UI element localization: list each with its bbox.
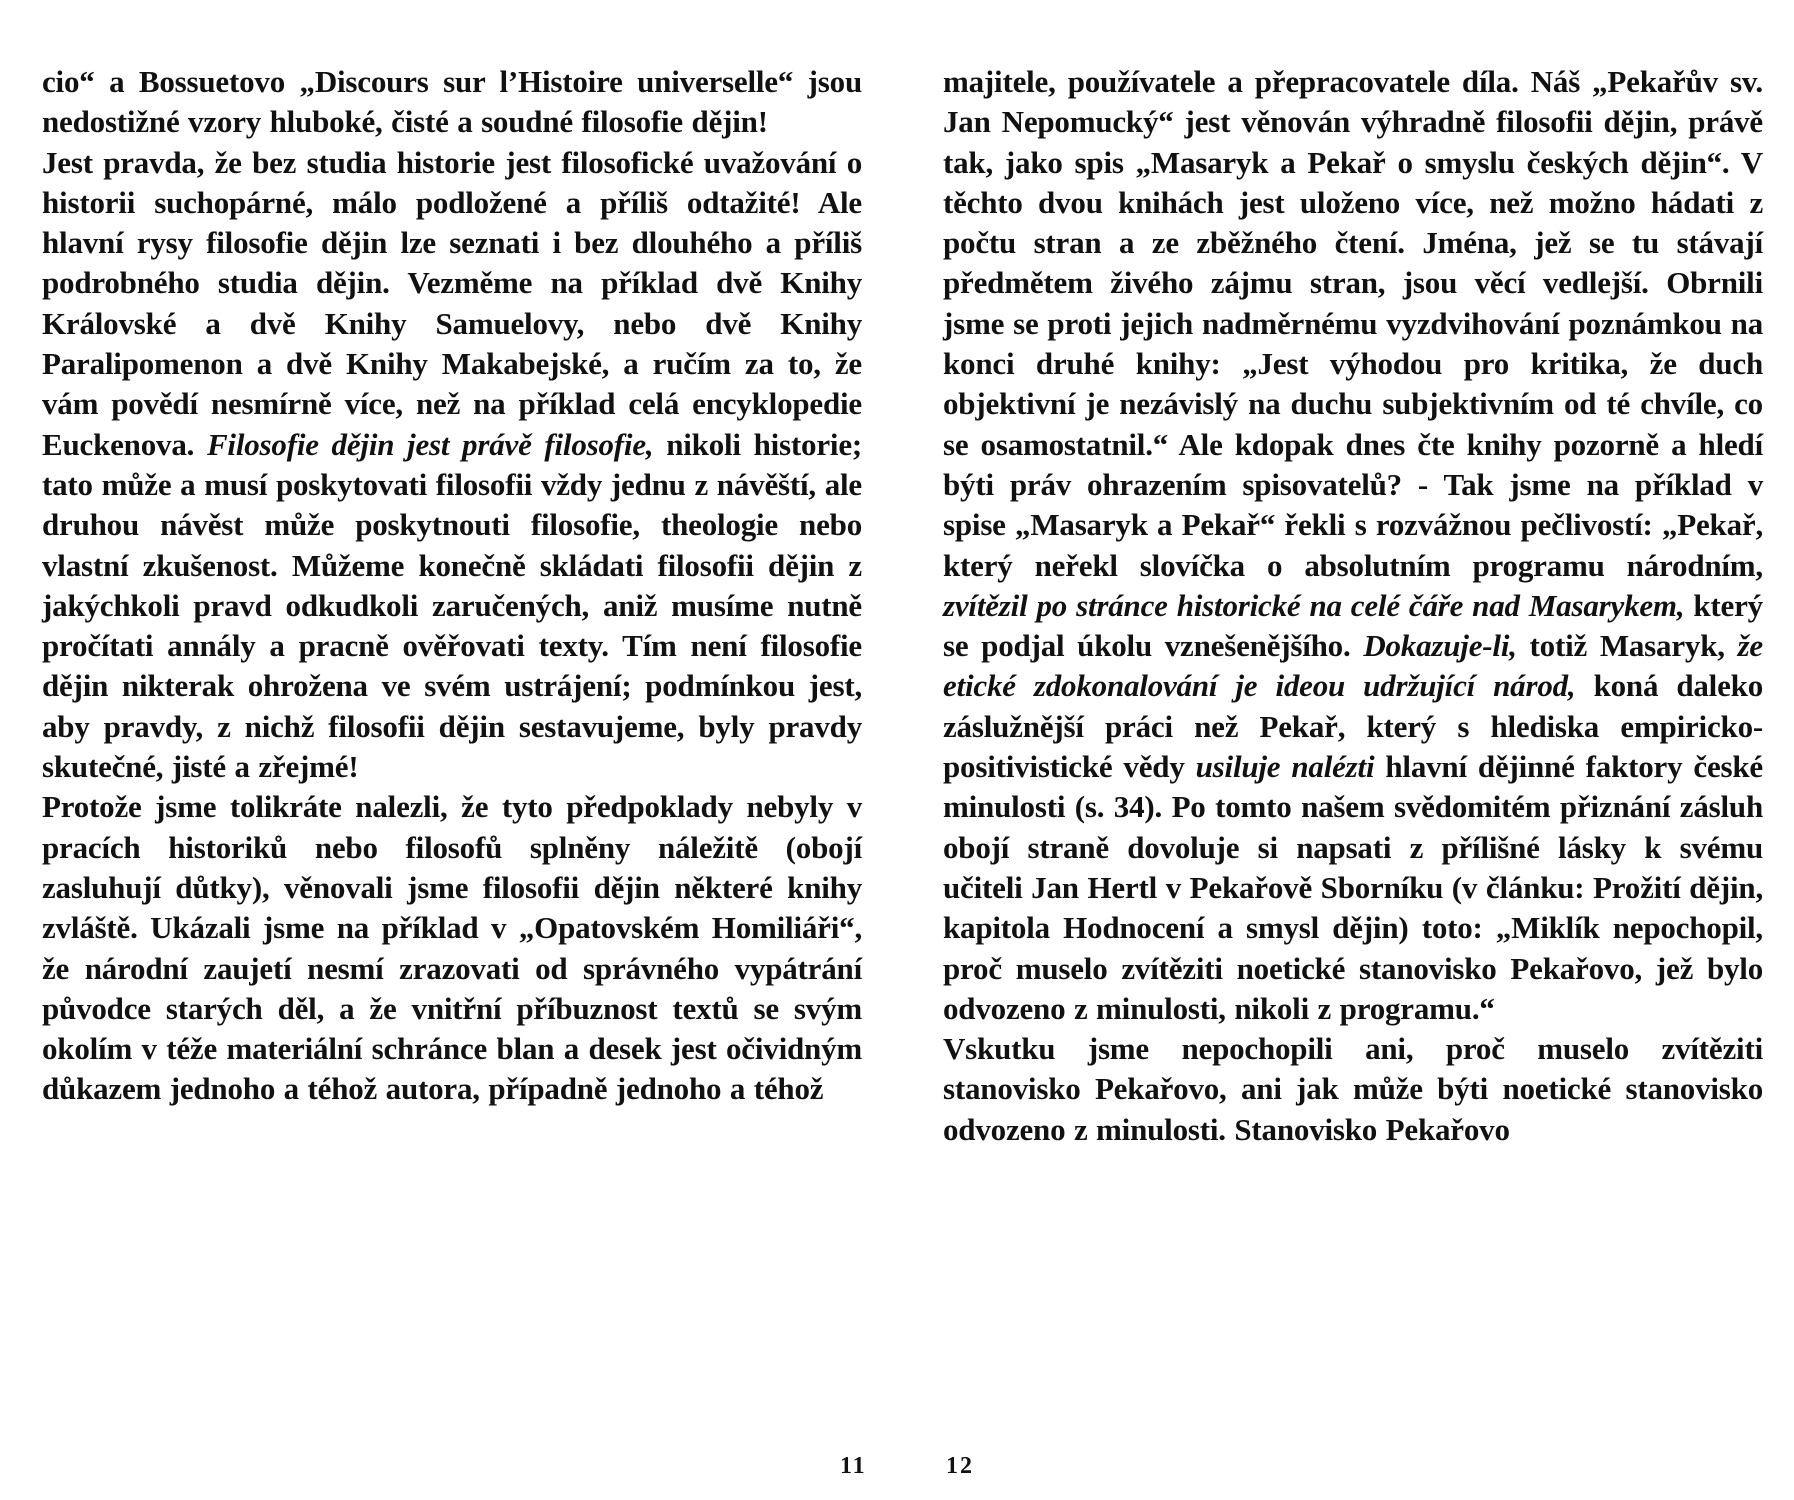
italic-run: že etické zdokonalování je ideou udržující národ, [943, 628, 1763, 704]
text-run: nikoli historie; tato může a musí poskytovati filosofii vždy jednu z návěští, ale druhou návěst může poskytnouti filosofie, theologie nebo vlastní zkušenost. Můžeme konečně skládati filosofii dějin z jakýchkoli pravd odkudkoli zaručených, aniž musíme nutně pročítati annály a pracně ověřovati texty. Tím není filosofie dějin nikterak ohrožena ve svém ustrájení; podmínkou jest, aby pravdy, z nichž filosofii dějin sestavujeme, byly pravdy skutečné, jisté a zřejmé! [42, 426, 863, 785]
text-run: cio“ a Bossuetovo „Discours sur l’Histoire universelle“ jsou nedostižné vzory hluboké, čisté a soudné filosofie dějin! [42, 64, 862, 140]
text-run: majitele, používatele a přepracovatele díla. Náš „Pekařův sv. Jan Nepomucký“ jest věnován výhradně filosofii dějin, právě tak, jako spis „Masaryk a Pekař o smyslu českých dějin“. V těchto dvou knihách jest uloženo více, než možno hádati z počtu stran a ze zběžného čtení. Jména, jež se tu stávají předmětem živého zájmu stran, jsou věcí vedlejší. Obrnili jsme se proti jejich nadměrnému vyzdvihování poznámkou na konci druhé knihy: „Jest výhodou pro kritika, že duch objektivní je nezávislý na duchu subjektivním od té chvíle, co se osamostatnil.“ Ale kdopak dnes čte knihy pozorně a hledí býti práv ohrazením spisovatelů? - Tak jsme na příklad v spise „Masaryk a Pekař“ řekli s rozvážnou pečlivostí: „Pekař, který neřekl slovíčka o absolutním programu národním, [943, 64, 1763, 583]
text-run: koná daleko záslužnější práci než Pekař, který s hlediska empiricko-positivistické vědy [943, 668, 1763, 785]
page-number-left: 11 [840, 1453, 867, 1479]
text-run: Jest pravda, že bez studia historie jest filosofické uvažování o historii suchopárné, málo podložené a příliš odtažité! Ale hlavní rysy filosofie dějin lze seznati i bez dlouhého a příliš podrobného studia dějin. Vezměme na příklad dvě Knihy Královské a dvě Knihy Samuelovy, nebo dvě Knihy Paralipomenon a dvě Knihy Makabejské, a ručím za to, že vám povědí nesmírně více, než na příklad celá encyklopedie Euckenova. [42, 144, 862, 462]
text-run: který se podjal úkolu vznešenějšího. [943, 587, 1763, 664]
italic-run: usiluje nalézti [1195, 749, 1375, 785]
paragraph [943, 62, 1763, 1029]
paragraph [42, 62, 862, 143]
italic-run: Filosofie dějin jest právě filosofie, [206, 426, 654, 462]
text-run: totiž Masaryk, [1516, 628, 1738, 664]
page-number-right: 12 [946, 1453, 974, 1479]
left-page [42, 62, 862, 1110]
right-page [943, 62, 1763, 1150]
italic-run: Dokazuje-li, [1363, 628, 1517, 664]
paragraph [42, 787, 862, 1109]
paragraph [42, 143, 862, 788]
italic-run: zvítězil po stránce historické na celé čáře nad Masarykem, [943, 587, 1685, 623]
paragraph [943, 1029, 1763, 1150]
text-run: Vskutku jsme nepochopili ani, proč muselo zvítěziti stanovisko Pekařovo, ani jak může býti noetické stanovisko odvozeno z minulosti. Stanovisko Pekařovo [943, 1031, 1763, 1147]
text-run: hlavní dějinné faktory české minulosti (s. 34). Po tomto našem svědomitém přiznání zásluh obojí straně dovoluje si napsati z přílišné lásky k svému učiteli Jan Hertl v Pekařově Sborníku (v článku: Prožití dějin, kapitola Hodnocení a smysl dějin) toto: „Miklík nepochopil, proč muselo zvítěziti noetické stanovisko Pekařovo, jež bylo odvozeno z minulosti, nikoli z programu.“ [943, 749, 1763, 1026]
text-run: Protože jsme tolikráte nalezli, že tyto předpoklady nebyly v pracích historiků nebo filosofů splněny náležitě (obojí zasluhují důtky), věnovali jsme filosofii dějin některé knihy zvláště. Ukázali jsme na příklad v „Opatovském Homiliáři“, že národní zaujetí nesmí zrazovati od správného vypátrání původce starých děl, a že vnitřní příbuznost textů se svým okolím v téže materiální schránce blan a desek jest očividným důkazem jednoho a téhož autora, případně jednoho a téhož [42, 789, 862, 1107]
